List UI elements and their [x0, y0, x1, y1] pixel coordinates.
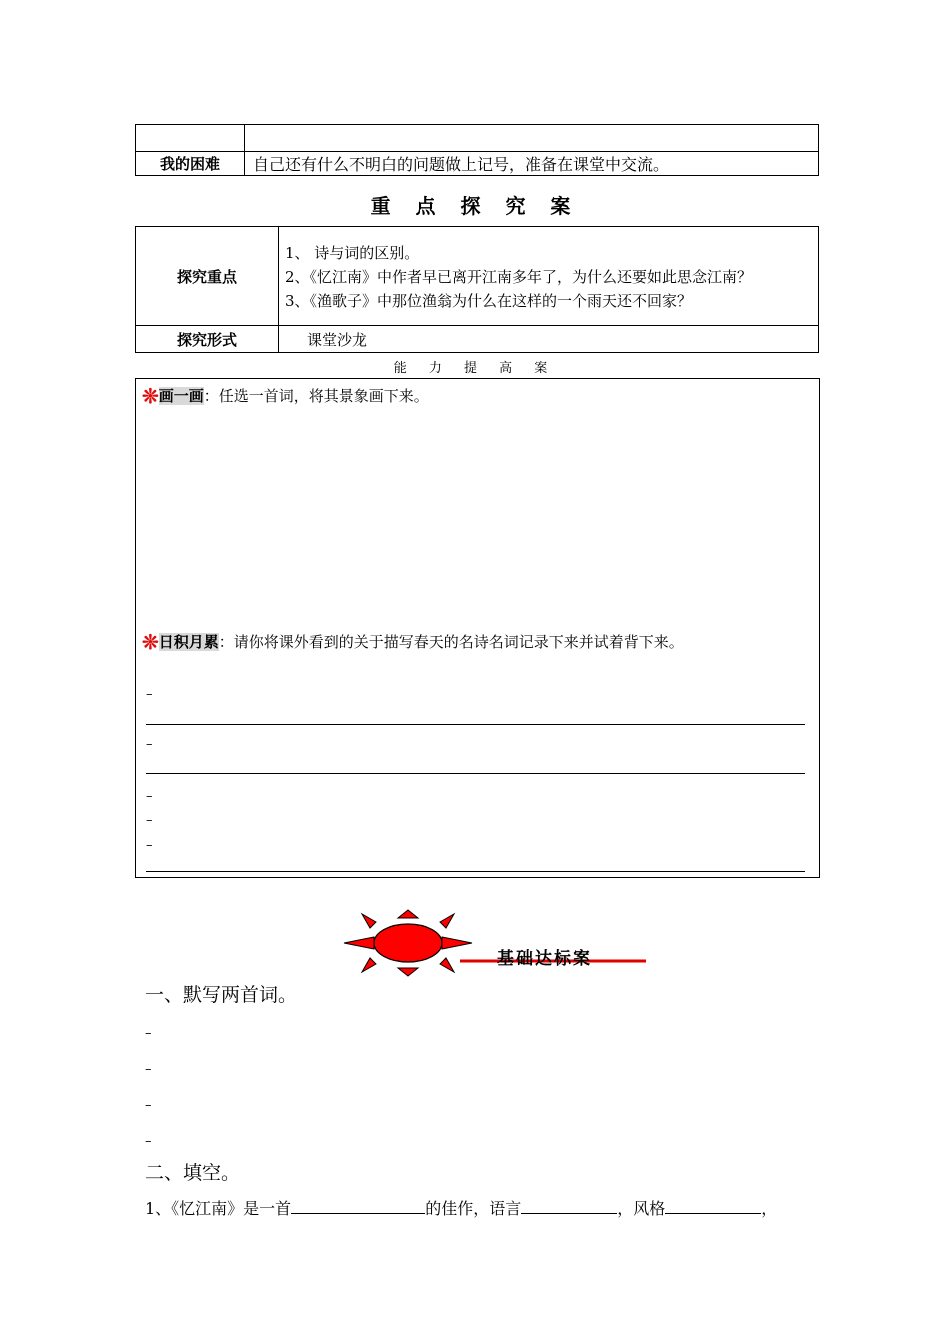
inquiry-title: 重 点 探 究 案 — [370, 194, 580, 218]
dash-mark: – — [146, 737, 153, 752]
empty-cell — [245, 125, 819, 152]
fill-text: 的佳作，语言 — [425, 1199, 522, 1218]
fill-text: 1、《忆江南》是一首 — [145, 1199, 292, 1218]
focus-item: 2、《忆江南》中作者早已离开江南多年了，为什么还要如此思念江南？ — [285, 268, 753, 286]
draw-prompt — [142, 384, 429, 408]
difficulty-table — [135, 124, 819, 176]
fill-text: ，风格 — [617, 1199, 666, 1218]
basic-title: 基础达标案 — [497, 949, 592, 969]
form-label: 探究形式 — [136, 326, 279, 353]
accum-prompt — [142, 629, 814, 655]
flower-star-icon: ❊ — [142, 630, 159, 654]
difficulty-label: 我的困难 — [136, 152, 245, 176]
blank-field[interactable] — [291, 1213, 425, 1214]
fill-line-1 — [145, 1196, 777, 1219]
focus-item: 3、《渔歌子》中那位渔翁为什么在这样的一个雨天还不回家？ — [285, 292, 693, 310]
dash-mark: – — [145, 1026, 152, 1041]
fill-text: ， — [761, 1199, 778, 1218]
dash-mark: – — [146, 687, 153, 702]
dash-mark: – — [145, 1134, 152, 1149]
question-1: 一、默写两首词。 — [145, 984, 298, 1006]
focus-items — [279, 227, 819, 326]
question-2: 二、填空。 — [145, 1162, 241, 1184]
flower-star-icon: ❊ — [142, 384, 159, 408]
dash-mark: – — [146, 789, 153, 804]
difficulty-text: 自己还有什么不明白的问题做上记号，准备在课堂中交流。 — [245, 152, 819, 176]
writing-line — [146, 871, 805, 872]
draw-label: 画一画 — [158, 387, 204, 405]
sun-icon — [344, 910, 472, 976]
dash-mark: – — [146, 838, 153, 853]
empty-cell — [136, 125, 245, 152]
draw-text: ：任选一首词，将其景象画下来。 — [203, 387, 429, 405]
dash-mark: – — [145, 1062, 152, 1077]
writing-line — [146, 773, 805, 774]
blank-field[interactable] — [665, 1213, 761, 1214]
ability-box — [135, 378, 820, 878]
dash-mark: – — [145, 1098, 152, 1113]
accum-label: 日积月累 — [158, 633, 219, 651]
focus-label: 探究重点 — [136, 227, 279, 326]
blank-field[interactable] — [521, 1213, 617, 1214]
form-value: 课堂沙龙 — [279, 326, 819, 353]
dash-mark: – — [146, 813, 153, 828]
ability-title: 能 力 提 高 案 — [393, 361, 557, 376]
writing-line — [146, 724, 805, 725]
inquiry-table — [135, 226, 819, 353]
accum-text: ：请你将课外看到的关于描写春天的名诗名词记录下来并试着背下来。 — [218, 633, 684, 651]
focus-item: 1、 诗与词的区别。 — [285, 244, 420, 262]
